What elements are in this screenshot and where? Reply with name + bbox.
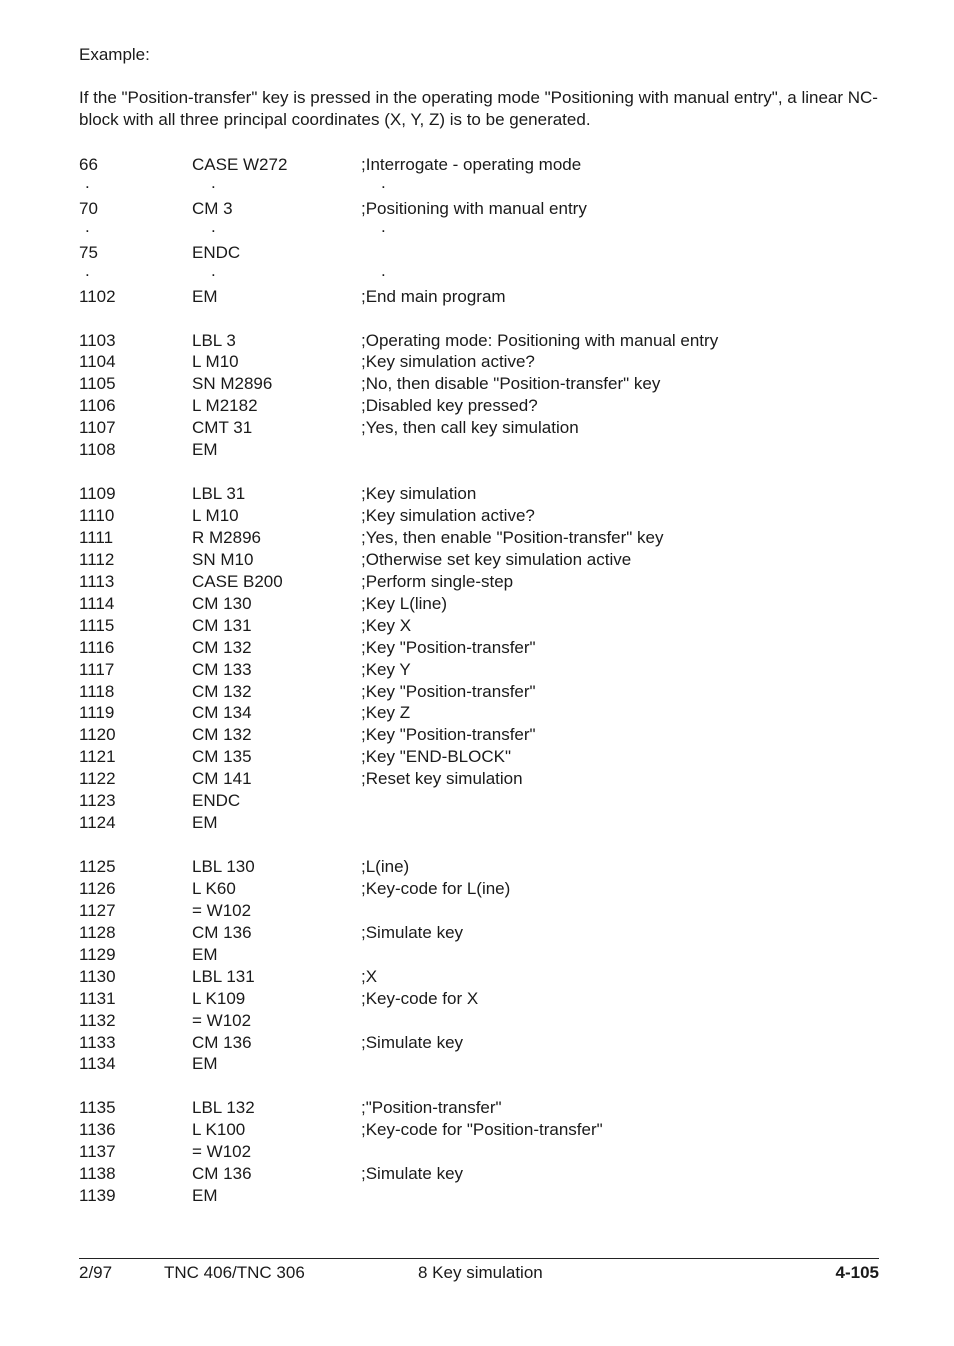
comment: ;End main program <box>361 286 506 306</box>
listing-row <box>79 812 879 834</box>
comment: ;Operating mode: Positioning with manual entry <box>361 330 719 350</box>
line-number: 1117 <box>79 659 115 679</box>
listing-spacer <box>79 308 879 330</box>
instruction: EM <box>192 440 218 460</box>
footer-page-number: 4-105 <box>835 1263 879 1282</box>
listing-row <box>79 1032 879 1054</box>
listing-row <box>79 878 879 900</box>
listing-row <box>79 768 879 790</box>
intro <box>79 44 879 152</box>
comment: ;Key simulation active? <box>361 506 535 525</box>
instruction: = W102 <box>192 1142 252 1162</box>
instruction: SN M2896 <box>192 374 273 394</box>
listing-row <box>79 944 879 966</box>
listing-row <box>79 593 879 615</box>
listing-row <box>79 1163 879 1185</box>
listing-spacer <box>79 834 879 856</box>
line-number: 1110 <box>79 506 115 525</box>
listing-row <box>79 681 879 703</box>
line-number: 1122 <box>79 769 116 789</box>
instruction: CM 132 <box>192 681 252 701</box>
listing-row <box>79 527 879 549</box>
comment: ;Otherwise set key simulation active <box>361 549 632 569</box>
instruction: CM 141 <box>192 769 252 789</box>
instruction: CM 133 <box>192 659 252 679</box>
instruction: LBL 132 <box>192 1098 255 1118</box>
comment: ;L(ine) <box>361 857 410 876</box>
listing-row <box>79 417 879 439</box>
footer-date: 2/97 <box>79 1263 113 1282</box>
comment: ;Key L(line) <box>361 593 447 613</box>
instruction: CM 135 <box>192 747 252 767</box>
footer-divider <box>79 1258 879 1259</box>
instruction: . <box>211 172 216 192</box>
comment: . <box>381 216 386 236</box>
listing-row <box>79 637 879 659</box>
instruction: CM 136 <box>192 1032 252 1052</box>
instruction: L M2182 <box>192 396 258 416</box>
comment: ;Reset key simulation <box>361 769 523 789</box>
comment: . <box>381 260 386 280</box>
line-number: 1102 <box>79 286 116 306</box>
listing-row <box>79 1010 879 1032</box>
comment: ;Key Z <box>361 703 411 723</box>
comment: . <box>381 172 386 192</box>
instruction: ENDC <box>192 242 241 262</box>
line-number: 1114 <box>79 593 115 613</box>
line-number: 1113 <box>79 571 115 591</box>
comment: ;Key Y <box>361 659 411 679</box>
instruction: = W102 <box>192 900 252 920</box>
instruction: LBL 31 <box>192 484 246 504</box>
listing-row <box>79 571 879 593</box>
listing-row <box>79 242 879 264</box>
line-number: . <box>85 216 90 236</box>
instruction: CM 132 <box>192 637 252 657</box>
comment: ;Key "END-BLOCK" <box>361 747 511 767</box>
instruction: R M2896 <box>192 527 261 547</box>
listing-row <box>79 790 879 812</box>
instruction: L K109 <box>192 988 246 1008</box>
line-number: 1115 <box>79 615 115 635</box>
listing-row <box>79 988 879 1010</box>
listing-row <box>79 483 879 505</box>
instruction: EM <box>192 286 218 306</box>
line-number: 1126 <box>79 878 116 898</box>
comment: ;Key simulation <box>361 484 477 504</box>
listing-row <box>79 439 879 461</box>
listing-row <box>79 615 879 637</box>
comment: ;Disabled key pressed? <box>361 396 538 416</box>
instruction: = W102 <box>192 1010 252 1030</box>
instruction: EM <box>192 1186 218 1206</box>
listing-row <box>79 549 879 571</box>
intro-description: If the "Position-transfer" key is pressed in the operating mode "Positioning with manual entry", a linear NC-block with all three principal coordinates (X, Y, Z) is to be generated. <box>79 88 878 129</box>
line-number: 1138 <box>79 1164 116 1184</box>
instruction: CASE B200 <box>192 571 283 591</box>
line-number: 1103 <box>79 330 116 350</box>
line-number: 1132 <box>79 1010 116 1030</box>
listing-row <box>79 1185 879 1207</box>
comment: ;Simulate key <box>361 1164 464 1184</box>
listing-row <box>79 1119 879 1141</box>
comment: ;Yes, then enable "Position-transfer" key <box>361 527 664 547</box>
comment: ;Interrogate - operating mode <box>361 155 582 174</box>
line-number: 1105 <box>79 374 116 394</box>
comment: ;Simulate key <box>361 1032 464 1052</box>
instruction: . <box>211 260 216 280</box>
listing-row <box>79 1053 879 1075</box>
listing-row <box>79 659 879 681</box>
listing-row <box>79 351 879 373</box>
line-number: 1134 <box>79 1054 116 1074</box>
instruction: CM 132 <box>192 725 252 745</box>
instruction: LBL 3 <box>192 330 236 350</box>
listing-row <box>79 746 879 768</box>
instruction: CM 131 <box>192 615 252 635</box>
line-number: 1135 <box>79 1098 116 1118</box>
listing-row <box>79 966 879 988</box>
listing-row <box>79 330 879 352</box>
line-number: 75 <box>79 242 98 262</box>
instruction: ENDC <box>192 791 241 811</box>
line-number: 1108 <box>79 440 116 460</box>
line-number: 1128 <box>79 922 116 942</box>
instruction: L K60 <box>192 878 236 898</box>
line-number: 1131 <box>79 988 116 1008</box>
listing-row <box>79 702 879 724</box>
comment: ;Key-code for L(ine) <box>361 878 511 898</box>
comment: ;"Position-transfer" <box>361 1098 502 1118</box>
listing-row <box>79 198 879 220</box>
line-number: 1121 <box>79 747 116 767</box>
listing-row <box>79 154 879 176</box>
comment: ;Key-code for X <box>361 988 479 1008</box>
instruction: CM 136 <box>192 1164 252 1184</box>
instruction: L M10 <box>192 352 239 372</box>
instruction: CM 3 <box>192 198 233 218</box>
line-number: . <box>85 260 90 280</box>
line-number: 1107 <box>79 418 116 438</box>
comment: ;X <box>361 966 378 986</box>
instruction: LBL 130 <box>192 857 255 876</box>
listing-row <box>79 395 879 417</box>
listing-row <box>79 1097 879 1119</box>
page-footer <box>79 1262 879 1284</box>
listing-row <box>79 900 879 922</box>
instruction: L M10 <box>192 506 239 525</box>
instruction: CM 130 <box>192 593 252 613</box>
footer-model: TNC 406/TNC 306 <box>164 1263 305 1282</box>
line-number: 1116 <box>79 637 115 657</box>
line-number: 1136 <box>79 1120 116 1140</box>
listing-spacer <box>79 461 879 483</box>
comment: ;Key X <box>361 615 412 635</box>
listing-row <box>79 724 879 746</box>
comment: ;Key simulation active? <box>361 352 535 372</box>
line-number: 1111 <box>79 527 114 547</box>
instruction: EM <box>192 813 218 833</box>
line-number: 1129 <box>79 944 116 964</box>
line-number: 66 <box>79 155 98 174</box>
line-number: 1109 <box>79 484 116 504</box>
instruction: . <box>211 216 216 236</box>
line-number: 1112 <box>79 549 115 569</box>
instruction: SN M10 <box>192 549 254 569</box>
comment: ;No, then disable "Position-transfer" key <box>361 374 661 394</box>
listing-ellipsis-row <box>79 172 879 198</box>
line-number: 1120 <box>79 725 116 745</box>
instruction: CM 136 <box>192 922 252 942</box>
comment: ;Key "Position-transfer" <box>361 637 536 657</box>
line-number: 1124 <box>79 813 116 833</box>
line-number: 1119 <box>79 703 115 723</box>
line-number: 1125 <box>79 857 116 876</box>
listing-row <box>79 373 879 395</box>
listing-ellipsis-row <box>79 260 879 286</box>
listing-row <box>79 286 879 308</box>
instruction: LBL 131 <box>192 966 255 986</box>
line-number: 1104 <box>79 352 116 372</box>
line-number: 1137 <box>79 1142 116 1162</box>
instruction: CASE W272 <box>192 155 288 174</box>
footer-section: 8 Key simulation <box>418 1263 543 1282</box>
line-number: 1130 <box>79 966 116 986</box>
line-number: 70 <box>79 198 98 218</box>
line-number: 1118 <box>79 681 115 701</box>
code-listing <box>79 154 879 1207</box>
instruction: CMT 31 <box>192 418 253 438</box>
comment: ;Yes, then call key simulation <box>361 418 579 438</box>
example-label: Example: <box>79 45 150 64</box>
line-number: . <box>85 172 90 192</box>
comment: ;Key "Position-transfer" <box>361 725 536 745</box>
comment: ;Perform single-step <box>361 571 514 591</box>
comment: ;Positioning with manual entry <box>361 198 587 218</box>
comment: ;Simulate key <box>361 922 464 942</box>
comment: ;Key "Position-transfer" <box>361 681 536 701</box>
listing-row <box>79 505 879 527</box>
comment: ;Key-code for "Position-transfer" <box>361 1120 603 1140</box>
listing-ellipsis-row <box>79 216 879 242</box>
listing-row <box>79 1141 879 1163</box>
listing-spacer <box>79 1075 879 1097</box>
instruction: L K100 <box>192 1120 246 1140</box>
line-number: 1123 <box>79 791 116 811</box>
line-number: 1133 <box>79 1032 116 1052</box>
instruction: EM <box>192 1054 218 1074</box>
line-number: 1127 <box>79 900 116 920</box>
line-number: 1106 <box>79 396 116 416</box>
instruction: EM <box>192 944 218 964</box>
listing-row <box>79 856 879 878</box>
listing-row <box>79 922 879 944</box>
instruction: CM 134 <box>192 703 252 723</box>
line-number: 1139 <box>79 1186 116 1206</box>
